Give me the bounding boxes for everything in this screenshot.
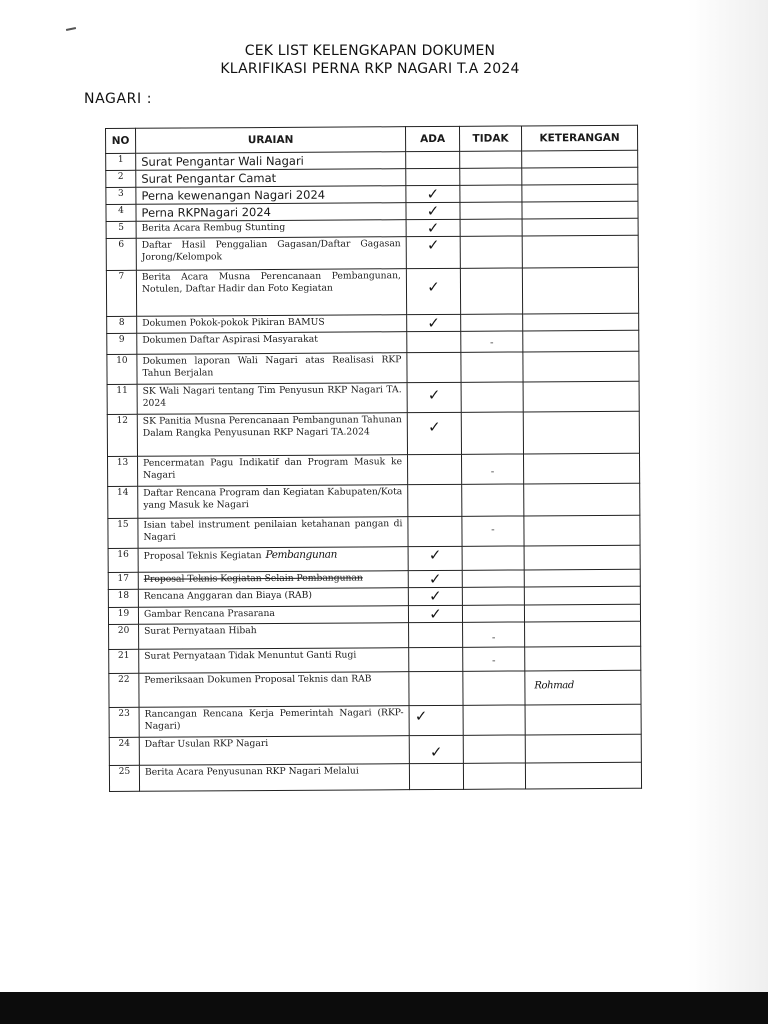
row-uraian: Rencana Anggaran dan Biaya (RAB) xyxy=(138,588,408,608)
table-row xyxy=(108,453,640,486)
row-uraian: Dokumen Daftar Aspirasi Masyarakat xyxy=(137,332,407,355)
ada-cell xyxy=(406,202,460,219)
row-no: 15 xyxy=(108,518,138,548)
tidak-cell xyxy=(460,236,522,268)
ada-cell xyxy=(408,516,462,546)
keterangan-cell xyxy=(523,411,639,454)
ada-cell xyxy=(406,219,460,236)
row-uraian: Dokumen laporan Wali Nagari atas Realisasi RKP Tahun Berjalan xyxy=(137,353,407,385)
row-no: 18 xyxy=(108,589,138,607)
check-icon: ✓ xyxy=(429,742,443,762)
row-no: 7 xyxy=(106,270,136,316)
keterangan-cell xyxy=(524,483,640,516)
row-uraian: Gambar Rencana Prasarana xyxy=(138,606,408,625)
row-uraian: Daftar Rencana Program dan Kegiatan Kabupaten/Kota yang Masuk ke Nagari xyxy=(138,485,408,519)
tidak-cell xyxy=(461,314,523,331)
row-no: 1 xyxy=(106,153,136,170)
row-no: 21 xyxy=(109,649,139,673)
keterangan-cell xyxy=(522,167,638,185)
keterangan-cell xyxy=(522,201,638,219)
keterangan-cell xyxy=(524,586,640,605)
check-icon: ✓ xyxy=(426,218,440,238)
row-no: 6 xyxy=(106,238,136,270)
row-no: 13 xyxy=(108,456,138,486)
scan-bottom-bar xyxy=(0,992,768,1024)
keterangan-cell xyxy=(524,515,640,546)
check-icon: ✓ xyxy=(427,385,441,405)
row-no: 20 xyxy=(109,624,139,649)
check-icon: ✓ xyxy=(426,184,440,204)
row-no: 14 xyxy=(108,486,138,518)
ada-cell xyxy=(409,705,463,735)
row-uraian: Surat Pernyataan Tidak Menuntut Ganti Rugi xyxy=(139,648,409,674)
table-header-row xyxy=(106,125,638,153)
tidak-cell xyxy=(463,705,525,735)
row-no: 17 xyxy=(108,572,138,589)
row-uraian: Surat Pengantar Wali Nagari xyxy=(136,152,406,171)
header-ada: ADA xyxy=(405,126,459,151)
table-row xyxy=(108,515,640,548)
check-icon: ✓ xyxy=(428,545,442,565)
row-no: 22 xyxy=(109,673,139,707)
ada-cell xyxy=(409,735,463,763)
check-icon: ✓ xyxy=(426,201,440,221)
header-tidak: TIDAK xyxy=(459,126,521,151)
handwritten-inline-note: Pembangunan xyxy=(265,548,337,562)
tidak-cell xyxy=(462,516,524,546)
tidak-cell xyxy=(463,647,525,671)
tidak-cell xyxy=(461,331,523,352)
keterangan-cell xyxy=(522,235,638,268)
ada-cell xyxy=(408,570,462,587)
keterangan-cell xyxy=(523,453,639,484)
table-row xyxy=(107,411,639,456)
document-title-line2: KLARIFIKASI PERNA RKP NAGARI T.A 2024 xyxy=(220,61,520,77)
row-no: 25 xyxy=(109,765,139,791)
table-row xyxy=(107,351,639,384)
tidak-cell xyxy=(460,219,522,236)
ada-cell xyxy=(408,587,462,605)
row-uraian: Daftar Usulan RKP Nagari xyxy=(139,736,409,766)
ada-cell xyxy=(407,331,461,352)
tidak-cell xyxy=(463,671,525,705)
scan-speck xyxy=(66,27,76,31)
tidak-cell xyxy=(462,587,524,605)
row-uraian: Berita Acara Musna Perencanaan Pembangunan, Notulen, Daftar Hadir dan Foto Kegiatan xyxy=(136,269,406,317)
row-uraian: Proposal Teknis Kegiatan xyxy=(143,550,262,562)
check-icon: ✓ xyxy=(414,707,428,726)
check-icon: ✓ xyxy=(428,569,442,589)
row-uraian: Pemeriksaan Dokumen Proposal Teknis dan RAB xyxy=(139,672,409,708)
row-no: 4 xyxy=(106,204,136,221)
keterangan-cell xyxy=(522,267,638,314)
keterangan-cell xyxy=(525,646,641,671)
dash-mark: - xyxy=(489,337,494,349)
table-row xyxy=(106,267,638,316)
tidak-cell xyxy=(461,352,523,382)
row-uraian: Pencermatan Pagu Indikatif dan Program Masuk ke Nagari xyxy=(138,455,408,487)
header-keterangan: KETERANGAN xyxy=(521,125,637,151)
tidak-cell xyxy=(462,605,524,622)
dash-mark: - xyxy=(490,466,495,478)
tidak-cell xyxy=(462,546,524,570)
keterangan-cell xyxy=(523,330,639,352)
tidak-cell xyxy=(461,382,523,412)
row-uraian-with-note xyxy=(138,547,408,573)
ada-cell xyxy=(406,151,460,168)
check-icon: ✓ xyxy=(427,313,441,333)
ada-cell xyxy=(408,546,462,570)
keterangan-cell xyxy=(525,704,641,735)
table-row xyxy=(106,235,638,270)
row-no: 12 xyxy=(107,414,137,456)
scan-edge-shadow xyxy=(688,0,768,1024)
keterangan-note: Rohmad xyxy=(534,680,574,692)
row-uraian: Rancangan Rencana Kerja Pemerintah Nagari (RKP-Nagari) xyxy=(139,706,409,738)
row-uraian: Berita Acara Rembug Stunting xyxy=(136,220,406,239)
row-no: 9 xyxy=(107,333,137,354)
row-uraian: SK Panitia Musna Perencanaan Pembangunan Tahunan Dalam Rangka Penyusunan RKP Nagari TA.2024 xyxy=(137,413,407,457)
tidak-cell xyxy=(463,763,525,789)
header-uraian: URAIAN xyxy=(136,127,406,154)
keterangan-cell xyxy=(524,545,640,570)
tidak-cell xyxy=(462,570,524,587)
row-uraian: Berita Acara Penyusunan RKP Nagari Melalui xyxy=(139,764,409,792)
table-row xyxy=(107,381,639,414)
row-no: 8 xyxy=(107,316,137,333)
ada-cell xyxy=(407,382,461,412)
ada-cell xyxy=(407,314,461,331)
tidak-cell xyxy=(463,622,525,647)
row-no: 5 xyxy=(106,221,136,238)
keterangan-cell xyxy=(523,381,639,412)
tidak-cell xyxy=(460,268,522,314)
row-uraian: Surat Pengantar Camat xyxy=(136,169,406,188)
ada-cell xyxy=(407,412,461,454)
keterangan-cell xyxy=(524,604,640,622)
keterangan-cell xyxy=(523,351,639,382)
row-no: 19 xyxy=(108,607,138,624)
document-title-line1: CEK LIST KELENGKAPAN DOKUMEN xyxy=(244,43,496,59)
ada-cell xyxy=(408,605,462,622)
check-icon: ✓ xyxy=(429,604,442,624)
ada-cell xyxy=(409,763,463,789)
keterangan-cell xyxy=(523,313,639,331)
keterangan-cell xyxy=(522,218,638,236)
table-row xyxy=(109,704,641,737)
tidak-cell xyxy=(460,185,522,202)
ada-cell xyxy=(408,484,462,516)
check-icon: ✓ xyxy=(427,277,440,297)
header-no: NO xyxy=(106,128,136,153)
ada-cell xyxy=(406,168,460,185)
table-row xyxy=(109,646,641,673)
row-uraian: SK Wali Nagari tentang Tim Penyusun RKP Nagari TA. 2024 xyxy=(137,383,407,415)
dash-mark: - xyxy=(491,524,495,536)
row-no: 3 xyxy=(106,187,136,204)
ada-cell xyxy=(406,236,460,268)
ada-cell xyxy=(409,671,463,705)
ada-cell xyxy=(407,352,461,382)
row-no: 16 xyxy=(108,548,138,572)
row-uraian: Daftar Hasil Penggalian Gagasan/Daftar Gagasan Jorong/Kelompok xyxy=(136,237,406,271)
row-no: 24 xyxy=(109,737,139,765)
row-uraian: Perna RKPNagari 2024 xyxy=(136,203,406,222)
check-icon: ✓ xyxy=(429,586,442,606)
row-uraian: Proposal Teknis Kegiatan Selain Pembangunan xyxy=(138,571,408,590)
table-row xyxy=(109,734,641,765)
ada-cell xyxy=(409,647,463,671)
nagari-label: NAGARI : xyxy=(84,91,153,107)
table-row xyxy=(109,621,641,649)
checklist-table xyxy=(105,125,642,792)
dash-mark: - xyxy=(491,655,496,667)
keterangan-cell xyxy=(522,184,638,202)
row-no: 11 xyxy=(107,384,137,414)
row-uraian: Isian tabel instrument penilaian ketahanan pangan di Nagari xyxy=(138,517,408,549)
row-uraian: Perna kewenangan Nagari 2024 xyxy=(136,186,406,205)
table-row xyxy=(109,670,641,707)
keterangan-cell xyxy=(525,734,641,763)
tidak-cell xyxy=(460,168,522,185)
ada-cell xyxy=(408,454,462,484)
table-row xyxy=(108,545,640,572)
row-no: 10 xyxy=(107,354,137,384)
tidak-cell xyxy=(462,484,524,516)
check-icon: ✓ xyxy=(426,235,440,255)
table-row xyxy=(108,483,640,518)
row-uraian: Surat Pernyataan Hibah xyxy=(139,623,409,650)
keterangan-cell xyxy=(525,621,641,647)
keterangan-cell xyxy=(524,569,640,587)
row-uraian: Dokumen Pokok-pokok Pikiran BAMUS xyxy=(137,315,407,334)
row-no: 2 xyxy=(106,170,136,187)
keterangan-cell xyxy=(525,670,641,705)
tidak-cell xyxy=(460,202,522,219)
table-row xyxy=(109,762,641,791)
ada-cell xyxy=(406,268,460,314)
dash-mark: - xyxy=(491,632,496,644)
tidak-cell xyxy=(460,151,522,168)
tidak-cell xyxy=(461,412,523,454)
row-no: 23 xyxy=(109,707,139,737)
keterangan-cell xyxy=(525,762,641,789)
ada-cell xyxy=(406,185,460,202)
tidak-cell xyxy=(463,735,525,763)
tidak-cell xyxy=(462,454,524,484)
check-icon: ✓ xyxy=(427,417,441,437)
keterangan-cell xyxy=(522,150,638,168)
ada-cell xyxy=(409,622,463,647)
